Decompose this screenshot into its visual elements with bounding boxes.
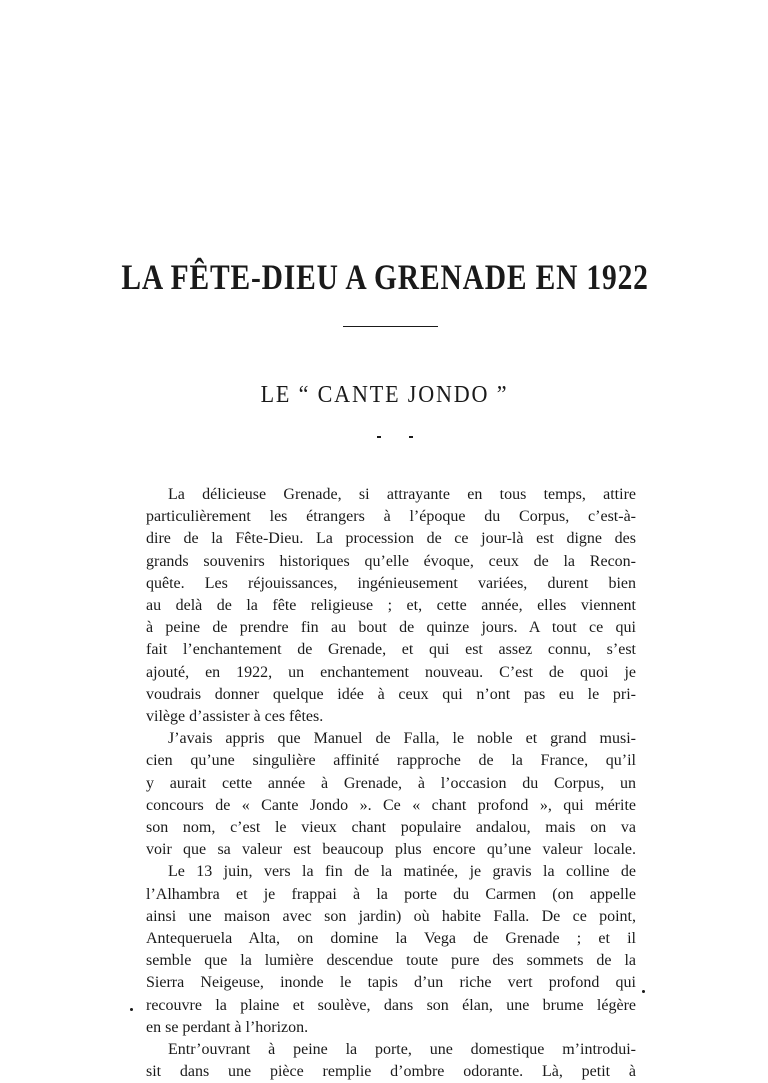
text-line: l’Alhambra et je frappai à la porte du Carmen (on appelle bbox=[146, 885, 636, 903]
text-line: voir que sa valeur est beaucoup plus encore qu’une valeur locale. bbox=[146, 841, 636, 859]
text-line: quête. Les réjouissances, ingénieusement variées, durent bien bbox=[146, 574, 636, 592]
text-line: La délicieuse Grenade, si attrayante en tous temps, attire bbox=[168, 486, 636, 503]
title-rule bbox=[343, 326, 438, 327]
body-text bbox=[146, 484, 636, 1083]
text-line: Sierra Neigeuse, inonde le tapis d’un riche vert profond qui bbox=[146, 974, 636, 992]
text-line: au delà de la fête religieuse ; et, cette année, elles viennent bbox=[146, 597, 636, 615]
text-line: semble que la lumière descendue toute pure des sommets de la bbox=[146, 952, 636, 970]
text-line: fait l’enchantement de Grenade, et qui est assez connu, s’est bbox=[146, 641, 636, 659]
text-line: y aurait cette année à Grenade, à l’occasion du Corpus, un bbox=[146, 774, 636, 792]
text-line: sit dans une pièce remplie d’ombre odorante. Là, petit à bbox=[146, 1063, 636, 1081]
text-line: particulièrement les étrangers à l’époque du Corpus, c’est-à- bbox=[146, 508, 636, 526]
text-line: Le 13 juin, vers la fin de la matinée, je gravis la colline de bbox=[168, 863, 636, 881]
text-line: grands souvenirs historiques qu’elle évoque, ceux de la Recon- bbox=[146, 552, 636, 570]
page-title: LA FÊTE-DIEU A GRENADE EN 1922 bbox=[121, 257, 649, 297]
text-line: ainsi une maison avec son jardin) où habite Falla. De ce point, bbox=[146, 907, 636, 925]
page-subtitle: LE “ CANTE JONDO ” bbox=[260, 382, 509, 408]
text-line: dire de la Fête-Dieu. La procession de ce jour-là est digne des bbox=[146, 530, 636, 548]
text-line: à peine de prendre fin au bout de quinze jours. A tout ce qui bbox=[146, 619, 636, 637]
text-line: voudrais donner quelque idée à ceux qui n’ont pas eu le pri- bbox=[146, 685, 636, 703]
margin-mark bbox=[642, 990, 645, 993]
text-line: recouvre la plaine et soulève, dans son élan, une brume légère bbox=[146, 996, 636, 1014]
text-line: son nom, c’est le vieux chant populaire andalou, mais on va bbox=[146, 819, 636, 837]
text-line: vilège d’assister à ces fêtes. bbox=[146, 708, 324, 726]
text-line: Entr’ouvrant à peine la porte, une domestique m’introdui- bbox=[168, 1041, 636, 1059]
text-line: J’avais appris que Manuel de Falla, le noble et grand musi- bbox=[168, 730, 636, 748]
text-line: en se perdant à l’horizon. bbox=[146, 1018, 309, 1036]
text-line: concours de « Cante Jondo ». Ce « chant profond », qui mérite bbox=[146, 796, 636, 814]
text-line: ajouté, en 1922, un enchantement nouveau. C’est de quoi je bbox=[146, 663, 636, 681]
margin-mark bbox=[130, 1008, 133, 1011]
text-line: Antequeruela Alta, on domine la Vega de Grenade ; et il bbox=[146, 930, 636, 948]
ornament-dots bbox=[360, 432, 420, 442]
text-line: cien qu’une singulière affinité rapproche de la France, qu’il bbox=[146, 752, 636, 770]
